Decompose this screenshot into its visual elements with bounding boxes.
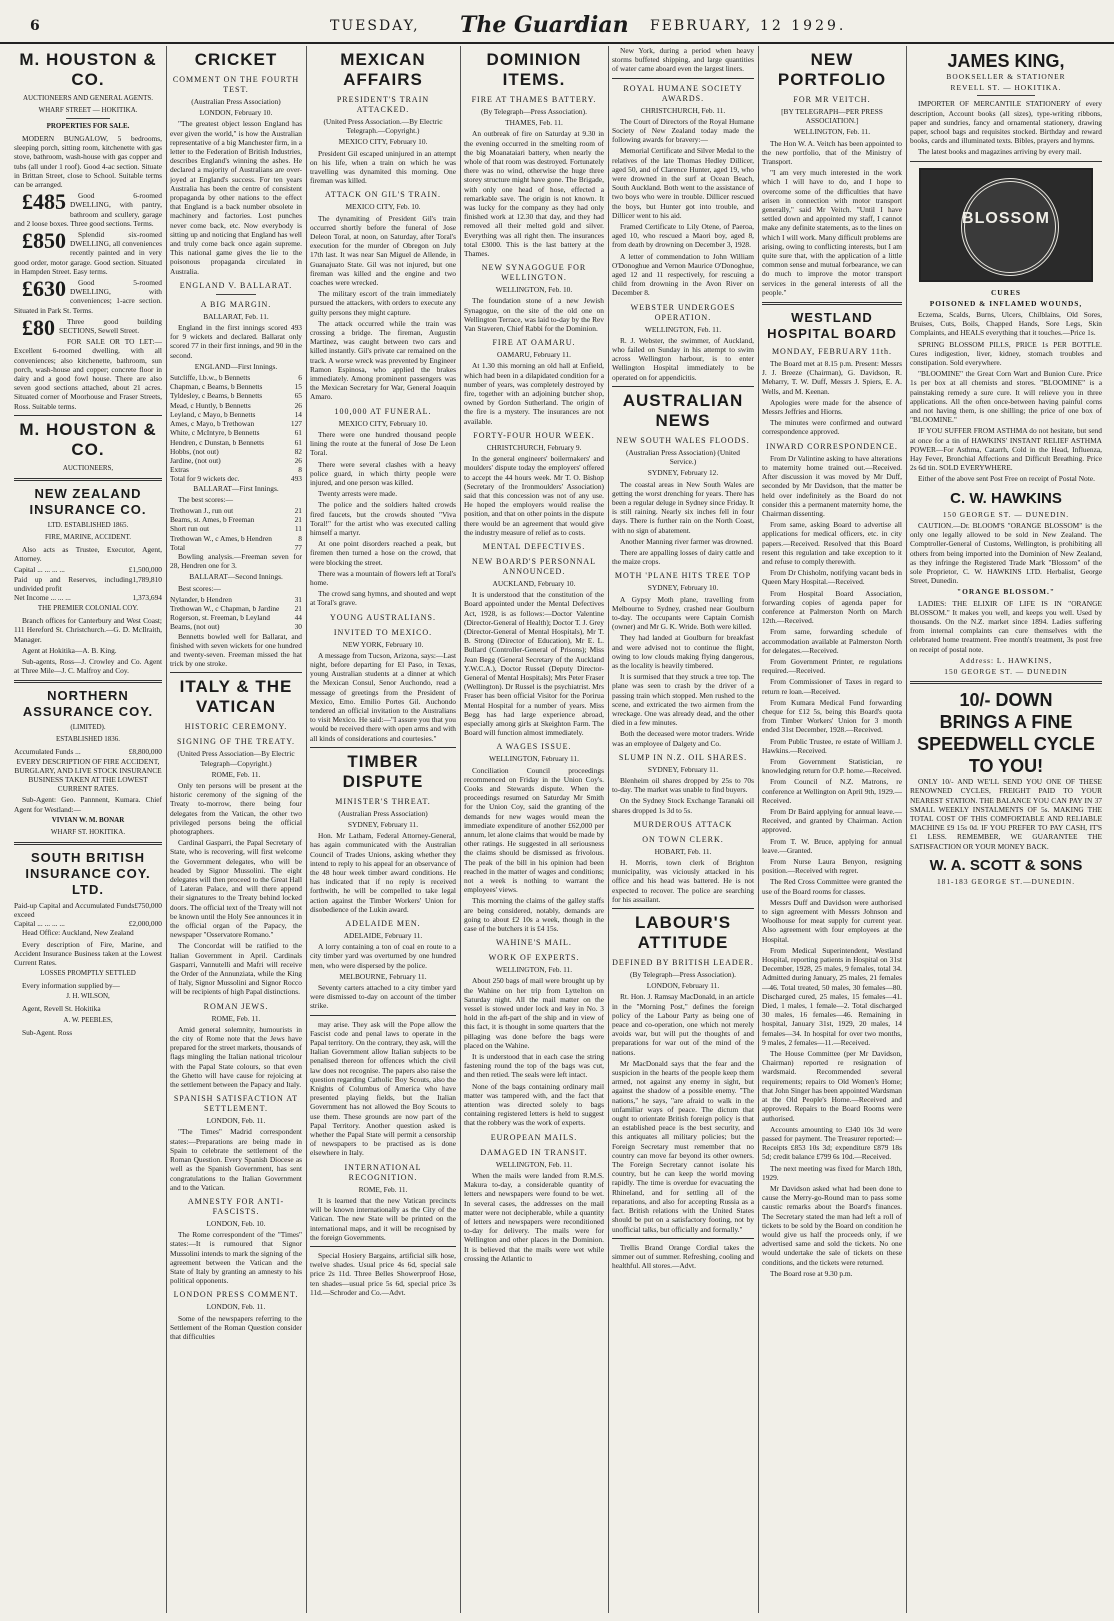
paragraph: A Gypsy Moth plane, travelling from Melbourne to Sydney, crashed near Goulburn to-day. The occupants were Captain Cornish (owner) and Mr G. K. Wride. Both were killed. <box>612 594 754 632</box>
address-label: Address: L. HAWKINS, <box>959 655 1053 665</box>
paragraph: Mr MacDonald says that the fear and the suspicion in the hearts of the people keep them armed, not against any enemy in sight, but against the shadow of a possible enemy. "The nations," he says, "are afraid to walk in the unfamiliar ways of peace. The dictum that ought to orientate British foreign policy is that an established peace is the best security, and this antiquates all military policies; but the Foreign Secretary must remember that no country can move far beyond its other owners. The Foreign Secretary cannot isolate his country, but he can keep the world moving rapidly. The time is overdue for evacuating the Rhineland, and for settling all of the reparations, and also for accepting Russia as a fact. British relations with the United States should be put on a satisfactory footing, not by unofficial talks, but officially and formally." <box>612 1058 754 1234</box>
dateline: MEXICO CITY, February 10. <box>338 418 428 428</box>
sbi-losses: LOSSES PROMPTLY SETTLED <box>40 969 136 978</box>
paragraph: SPRING BLOSSOM PILLS, PRICE 1s PER BOTTLE. Cures indigestion, liver, kidney, stomach troubles and constipation. Sold everywhere. <box>910 339 1102 368</box>
cycle-ad-line1: 10/- DOWN <box>959 690 1053 711</box>
dateline: MEXICO CITY, February 10. <box>338 137 428 147</box>
hawkins-name: C. W. HAWKINS <box>950 489 1062 507</box>
ballarat-second-scorecard <box>170 595 302 632</box>
portfolio-headline: NEW PORTFOLIO <box>777 50 887 89</box>
paragraph: Conciliation Council proceedings recommenced on Friday in the Union Coy's. Cooks and Stewards dispute. When the proceedings resumed on Saturday Mr Smith for the Union Coy, said the granting of the demands for new wages would mean the immediate expenditure of another £62,000 per annum, let alone claims that would be made by other ratings. He suggested in all seriousness the claims should be dismissed as frivolous. The peak of the bill in his opinion had been reached in the matter of wages and conditions; not a week is nothing to warrant the employees' views. <box>464 765 604 895</box>
subheading: HISTORIC CEREMONY. <box>184 722 288 732</box>
dateline: HOBART, Feb. 11. <box>654 846 712 856</box>
paragraph: IF YOU SUFFER FROM ASTHMA do not hesitate, but send at once for a tin of HAWKINS' INSTANT RELIEF ASTHMA POWER—For Asthma, Catarrh, Cold in the Head, Influenza, Hay Fever, Bronchial Affections and Difficult Breathing. Price 2s 6d tin. SOLD EVERYWHERE. <box>910 426 1102 473</box>
dateline: AUCKLAND, February 10. <box>492 578 576 588</box>
paragraph: The dynamiting of President Gil's train occurred shortly before the funeral of Jose Deleon Toral, at noon, on Saturday, after Toral's execution for the murder of Obregon on July 17th last. It was near San Miguel de Allende, in Guanajuato State. Gil was not injured, but one fireman was killed and the engine and two coaches were wrecked. <box>310 213 456 288</box>
paragraph: A letter of commendation to John William O'Donoghue and Vernon Maurice O'Donoghue, aged 12 and 11 respectively, for rescuing a child from drowning in the Avon River on December 8. <box>612 251 754 298</box>
column-5 <box>612 46 754 1613</box>
score-row: Jardine, (not out) 26 <box>170 455 302 465</box>
dateline: LONDON, February 10. <box>199 108 273 118</box>
paragraph: The Board met at 8.15 p.m. Present: Messrs J. J. Breeze (Chairman), G. Davidson, R. Meharry, T. W. Duff, Messrs J. Spiers, E. A. Wells, and M. Keenan. <box>762 359 902 396</box>
subheading: WORK OF EXPERTS. <box>488 953 580 963</box>
paragraph: There was a mountain of flowers left at Toral's home. <box>310 568 456 587</box>
paragraph: About 250 bags of mail were brought up by the Wahine on her trip from Lyttelton on Saturday night. All the mail matter on the vessel is stowed under lock and key in No. 3 hold in the aft-part of the ship and in view of this fact, it is thought in some quarters that the pillaging was done before the bags were placed on the Wahine. <box>464 976 604 1050</box>
mexican-headline: MEXICAN AFFAIRS <box>340 50 426 89</box>
insurance-text: Also acts as Trustee, Executor, Agent, Attorney. <box>14 544 162 564</box>
sbi-agent: Agent, Revell St. Hokitika <box>22 1004 101 1014</box>
paragraph: New York, during a period when heavy storms buffeted shipping, and large quantities of water came aboard even the largest liners. <box>612 46 754 74</box>
subheading: ADELAIDE MEN. <box>345 919 421 929</box>
sbi-info: Every information supplied by— <box>22 981 120 991</box>
subheading: MOTH 'PLANE HITS TREE TOP <box>614 571 752 581</box>
column-1 <box>14 46 162 1613</box>
paragraph: From Public Trustee, re estate of William J. Hawkins.—Received. <box>762 736 902 755</box>
dateline: MELBOURNE, February 11. <box>339 971 427 981</box>
paragraph: When the mails were landed from R.M.S. Makura to-day, a considerable quantity of letters and newspapers were found to be wet. In several cases, the addresses on the mail matter were not decipherable, while a quantity of letters and newspapers were reconditioned to-day for delivery. The mails were for Wellington and other places in the Dominion. It is believed that the mails were wet while crossing the Atlantic to <box>464 1170 604 1263</box>
subheading: EUROPEAN MAILS. <box>490 1132 578 1142</box>
column-4 <box>464 46 604 1613</box>
cycle-ad-line4: TO YOU! <box>968 756 1044 777</box>
paragraph: A message from Tucson, Arizona, says:—Last night, before departing for El Paso, in Texas, young Australian students at a dinner at which the Mexican Consul, Senor Auchondo, read a message of greetings from the President of Mexico, Emo. Emilio Portes Gil. Auchondo tendered an official invitation to the Australians to visit Mexico. He said:—"I assure you that you would be received there with open arms and with all kinds of considerations and courtesies." <box>310 650 456 743</box>
property-listing: MODERN BUNGALOW, 5 bedrooms, sleeping porch, sitting room, kitchenette with gas stove, bathroom, wash-house with gas copper and tubs (all under 1 roof). Good 4-ac section. Situate in Brittan Street, close to School. Suitable terms can be arranged. <box>14 134 162 190</box>
income-row: Net Income ... ... ... 1,373,694 <box>14 592 162 602</box>
paragraph: It is understood that the constitution of the Board appointed under the Mental Defectives Act, 1928, is as follows:—Doctor Valentine (Director-General of Health); Doctor T. J. Grey (Director-General of Mental Hospitals), Mr T. B. Strong (Director of Education), Mr E. L. Bullard (Controller-General of Prisons); Miss Jean Begg (General Secretary of the Auckland Y.W.C.A.), Doctor Russel (Deputy Director-General of Mental Hospitals); Mrs Peter Fraser (Wellington). Dr Russel is the psychiatrist. Mrs Fraser has been official Visitor for the Porirua Mental Hospital for a number of years. Miss Begg has had large experience abroad, especially among girls at Skeighton Farm. The Board will function almost immediately. <box>464 590 604 738</box>
subheading: MONDAY, FEBRUARY 11th. <box>771 347 893 357</box>
score-row: Beams, st. Ames, b Freeman 21 <box>170 515 302 525</box>
paragraph: This morning the claims of the galley staffs are being considered, notably, demands are going to about £2 10s a week, though in the case of the butchers it is £4 15s. <box>464 896 604 934</box>
sbi-funds-row: Paid-up Capital and Accumulated Funds exceed £750,000 <box>14 900 162 919</box>
firm-title: M. HOUSTON & CO. <box>19 419 157 459</box>
score-row: Trethowan J., run out 21 <box>170 505 302 515</box>
paragraph: The attack occurred while the train was crossing a bridge. The fireman, Augustin Martinez, was caught between two cars and killed instantly. Gil's private car remained on the track. A worse wreck was prevented by Engineer Ramon Espinosa, who applied the brakes immediately. Among prominent passengers was the Mexican Secretary for War, General Joaquin Amaro. <box>310 318 456 402</box>
insurance-title: NEW ZEALAND INSURANCE CO. <box>29 485 147 517</box>
paragraph: may arise. They ask will the Pope allow the Fascist code and penal laws to operate in the Papal territory. On the contrary, they ask, will the Italian Government allow Italian subjects to be penalised thereon for offences which the civil law does not recognise. The papers also raise the question regarding Catholic Boy Scouts, also the Knights of Columbus of America who have presented playing fields, but the Italian Government has not allowed the Boy Scouts to use them. These grounds are now part of the Papal Territory. Another question asked is whether the Papal State will permit a censorship of newspapers to be practised as is done elsewhere in Italy. <box>310 1019 456 1158</box>
property-listing: Good 6-roomed DWELLING, with pantry, bathroom and scullery, garage and 2 loose boxes. Three good sections. Terms. <box>14 191 162 228</box>
paragraph: Seventy carters attached to a city timber yard were dismissed to-day on account of the timber strike. <box>310 983 456 1011</box>
paragraph: The next meeting was fixed for March 18th, 1929. <box>762 1163 902 1182</box>
poison-label: POISONED & INFLAMED WOUNDS, <box>929 298 1083 308</box>
subheading: MENTAL DEFECTIVES. <box>482 541 586 551</box>
score-row: Nylander, b Hendren 31 <box>170 594 302 604</box>
paragraph: Some of the newspapers referring to the Settlement of the Roman Question consider that difficulties <box>170 1313 302 1341</box>
paragraph: The House Committee (per Mr Davidson, Chairman) reported re resignation of wardsmaid. Recommended several requirements; repairs to Old Women's Home; that John Singer has been appointed Wardsman at the Old People's Home.—Received and approved. Repairs to the Board Rooms were authorised. <box>762 1049 902 1123</box>
score-row: Extras 8 <box>170 465 302 475</box>
paragraph: From Hospital Board Association, forwarding copies of agenda paper for conference at Palmerston North on March 12th.—Received. <box>762 588 902 626</box>
capital-row: Capital ... ... ... ... £1,500,000 <box>14 565 162 575</box>
dateline: MEXICO CITY, Feb. 10. <box>345 202 421 212</box>
subheading: FIRE AT THAMES BATTERY. <box>471 95 597 104</box>
paragraph: At one point disorders reached a peak, but firemen then turned a hose on the crowd, that were blocking the street. <box>310 539 456 567</box>
dateline: ROME, Feb. 11. <box>211 1013 261 1023</box>
dateline: LONDON, Feb. 11. <box>206 1302 266 1312</box>
dateline: SYDNEY, February 11. <box>347 819 419 829</box>
sbi-office: Head Office: Auckland, New Zealand <box>22 928 134 938</box>
paragraph: The police and the soldiers halted crowds fired faucets, but the crowds shouted "Viva Toral!" for the artist who was executed calling himself a martyr. <box>310 500 456 537</box>
south-british-title: SOUTH BRITISH INSURANCE COY. LTD. <box>25 849 151 897</box>
paragraph: Hon. Mr Latham, Federal Attorney-General, has again communicated with the Australian Council of Trades Unions, asking whether they intend to reply to his appeal for an observance of the 48 hour week timber award conditions. He has indicated that if no reply is received forthwith, he will be compelled to take legal action against the Timber Workers' Union for disobedience of the Lukin award. <box>310 831 456 914</box>
subheading: SLUMP IN N.Z. OIL SHARES. <box>618 752 748 762</box>
northern-text: EVERY DESCRIPTION OF FIRE ACCIDENT, BURGLARY, AND LIVE STOCK INSURANCE BUSINESS TAKEN AT THE LOWEST CURRENT RATES. <box>14 756 162 794</box>
paragraph: From Dr Baird applying for annual leave.—Received, and granted by Chairman. Action approved. <box>762 807 902 835</box>
paragraph: Either of the above sent Post Free on receipt of Postal Note. <box>918 474 1095 484</box>
subheading: ROMAN JEWS. <box>203 1001 269 1011</box>
paragraph: At 1.30 this morning an old hall at Enfield, which had been in a dilapidated condition for a number of years, was completely destroyed by fire, together with an adjoining butcher shop, owned by Gordon Sutherland. The origin of the fire is a mystery. The insurances are not available. <box>464 361 604 426</box>
james-king-title: JAMES KING, <box>947 51 1065 71</box>
score-row: Beams, (not out) 30 <box>170 622 302 632</box>
dateline: ROME, Feb. 11. <box>358 1184 408 1194</box>
subheading: A BIG MARGIN. <box>200 299 272 309</box>
cures-label: CURES <box>990 287 1022 297</box>
paragraph: Twenty arrests were made. <box>318 489 398 499</box>
column-3 <box>310 46 456 1613</box>
james-king-sub: BOOKSELLER & STATIONER <box>946 72 1066 81</box>
subheading: PRESIDENT'S TRAIN ATTACKED. <box>336 95 430 114</box>
paragraph: Amid general solemnity, humourists in the city of Rome note that the Jews have prepared for the street markets, thousands of flags mingling the Italian national tricolour with the Papal State colours, so that even the Ghetto will have cause for rejoicing at the settlement between the Papacy and Italy. <box>170 1024 302 1090</box>
blossom-seal-image <box>919 168 1093 282</box>
score-row: White, c McIntyre, b Bennetts 61 <box>170 428 302 438</box>
price: £485 <box>22 189 66 215</box>
scott-sons-address: 181-183 GEORGE ST.—DUNEDIN. <box>936 876 1076 886</box>
score-row: Mead, c Huntly, b Bennetts 26 <box>170 400 302 410</box>
paragraph: President Gil escaped uninjured in an attempt on his life, when a train on which he was travelling was dynamited this morning. One fireman was killed. <box>310 148 456 186</box>
paragraph: Framed Certificate to Lily Otene, of Paeroa, aged 10, who rescued a Maori boy, aged 8, from death by drowning on December 3, 1928. <box>612 222 754 250</box>
reserves-row: Paid up and Reserves, including undivided profit 1,789,810 <box>14 574 162 593</box>
subheading: NEW BOARD'S PERSONNAL ANNOUNCED. <box>471 556 597 576</box>
agent-name: VIVIAN W. M. BONAR <box>51 815 125 824</box>
paragraph: The Board rose at 9.30 p.m. <box>770 1268 853 1278</box>
funds-row: Accumulated Funds ... £8,800,000 <box>14 747 162 757</box>
seal-ring-icon <box>961 178 1059 276</box>
dateline: WELLINGTON, Feb. 11. <box>495 965 573 975</box>
subheading: AMNESTY FOR ANTI-FASCISTS. <box>187 1196 285 1216</box>
paragraph: Only ten persons will be present at the historic ceremony of the signing of the Treaty to-morrow, there being four delegates from the Vatican, the other two privileged persons being the official photographers. <box>170 780 302 836</box>
masthead-day: TUESDAY, <box>330 18 420 34</box>
column-rule <box>306 46 307 1613</box>
dateline: BALLARAT, Feb. 11. <box>203 311 269 321</box>
firm-title: M. HOUSTON & CO. <box>19 50 157 89</box>
column-2 <box>170 46 302 1613</box>
paragraph: "I am very much interested in the work which I will have to do, and I hope to overcome some of the difficulties that have arisen in connection with motor transport generally," said Mr Veitch. "Until I have settled down and appointed my staff, I cannot make any definite statements, as to the lines on which I will work. Many difficult problems are arising, owing to conflicting interests, but I am quite sure that, with the application of a little common sense and mutual forbearance, we can do much to improve the motor transport services in the general interests of all the people." <box>762 168 902 297</box>
paragraph: CAUTION.—Dr. BLOOM'S "ORANGE BLOSSOM" is the only one legally allowed to be sold in New Zealand. The Comptroller-General of Customs, Wellington, is prohibiting all others from being imported into the Dominion of New Zealand, as they infringe the Registered Trade Mark "Blossom" of the sole Proprietor, C. W. HAWKINS LTD. Herbalist, George Street, Dunedin. <box>910 520 1102 586</box>
dominion-headline: DOMINION ITEMS. <box>486 50 582 89</box>
column-rule <box>460 46 461 1613</box>
subheading: INVITED TO MEXICO. <box>333 627 433 637</box>
paragraph: They had landed at Goulburn for breakfast and were advised not to continue the flight, owing to low clouds making flying dangerous, as the locality is heavily timbered. <box>612 633 754 670</box>
newspaper-title: The Guardian <box>460 12 629 38</box>
subheading: A WAGES ISSUE. <box>496 742 572 752</box>
paragraph: The Hon W. A. Veitch has been appointed to the new portfolio, that of the Ministry of Transport. <box>762 138 902 167</box>
subheading: DAMAGED IN TRANSIT. <box>480 1147 588 1157</box>
paragraph: ONLY 10/- AND WE'LL SEND YOU ONE OF THESE RENOWNED CYCLES, FREIGHT PAID TO YOUR NEAREST STATION. THE BALANCE YOU CAN PAY IN 37 SMALL WEEKLY INSTALMENTS OF 5s. MAKING THE TOTAL COST OF THIS COMFORTABLE AND RELIABLE MACHINE £9 15s 0d. IF YOU PREFER TO PAY CASH, IT'S £1 LESS. REMEMBER, WE GUARANTEE THE SATISFACTION OR YOUR MONEY BACK. <box>910 777 1102 851</box>
insurance-agent: Agent at Hokitika—A. B. King. <box>22 645 117 655</box>
subheading: NEW SOUTH WALES FLOODS. <box>616 435 750 445</box>
source-line: (By Telegraph—Press Association). <box>481 107 587 116</box>
england-scorecard <box>170 373 302 474</box>
subheading: COMMENT ON THE FOURTH TEST. <box>172 75 300 94</box>
column-rule <box>758 46 759 1613</box>
dateline: SYDNEY, February 10. <box>647 583 719 593</box>
subheading: SPANISH SATISFACTION AT SETTLEMENT. <box>173 1094 299 1114</box>
dateline: WELLINGTON, Feb. 11. <box>793 127 871 137</box>
paragraph: The Rome correspondent of the "Times" states:—It is rumoured that Signor Mussolini intends to mark the signing of the agreement between the Vatican and the State of Italy by granting an amnesty to his political opponents. <box>170 1230 302 1286</box>
column-7 <box>910 46 1102 1613</box>
seal-text: BLOSSOM <box>962 209 1050 227</box>
australian-news-headline: AUSTRALIAN NEWS <box>622 390 744 430</box>
dateline: OAMARU, February 11. <box>496 350 572 360</box>
advert-text: Special Hosiery Bargains, artificial silk hose, twelve shades. Usual price 4s 6d, special sale price 2s 11d. Three Belles Showerproof Hose, ten shades—usual price 5s 6d, special price 3s 11d.—Schroder and Co.—Advt. <box>310 1250 456 1297</box>
paragraph: The Red Cross Committee were granted the use of the Board rooms for classes. <box>762 877 902 896</box>
dateline: LONDON, February 11. <box>646 981 720 991</box>
score-row: Sutcliffe, l.b.w., b Bennetts 6 <box>170 373 302 383</box>
subheading: FIRE AT OAMARU. <box>492 338 576 348</box>
dateline: CHRISTCHURCH, February 9. <box>486 442 582 452</box>
labour-headline: LABOUR'S ATTITUDE <box>634 913 732 953</box>
paragraph: Rt. Hon. J. Ramsay MacDonald, in an article in the "Morning Post," defines the foreign policy of the Labour Party as being one of peace and co-operation, one which not merely avoids war, but will put the thoughts of and preparations for war out of the mind of the nations. <box>612 992 754 1057</box>
masthead-date: 12 1929. <box>760 18 847 34</box>
cricket-headline: CRICKET <box>194 50 278 69</box>
subheading: ATTACK ON GIL'S TRAIN. <box>325 190 441 200</box>
price: £80 <box>22 314 55 340</box>
paragraph: From Kumara Medical Fund forwarding cheque for £12 5s, being this Board's quota from Timber Workers' Union for 3 month ended 31st December, 1928.—Received. <box>762 697 902 735</box>
paragraph: R. J. Webster, the swimmer, of Auckland, who failed on Sunday in his attempt to swim across Wellington harbour, is to enter Wellington Hospital immediately to be operated on for appendicitis. <box>612 335 754 382</box>
advert-text: Trellis Brand Orange Cordial takes the simmer out of summer. Refreshing, cooling and healthful. All stores.—Advt. <box>612 1242 754 1271</box>
subheading: ON TOWN CLERK. <box>642 834 724 844</box>
dateline: WELLINGTON, Feb. 10. <box>495 285 573 295</box>
scorecard-total: Total for 9 wickets dec. 493 <box>170 474 302 484</box>
cycle-ad-line3: SPEEDWELL CYCLE <box>917 734 1095 755</box>
subheading: WAHINE'S MAIL. <box>496 938 572 948</box>
insurance-subagent: Sub-agents, Ross—J. Crowley and Co. Agent at Three Mile—J. C. Malfroy and Coy. <box>14 656 162 676</box>
paragraph: IMPORTER OF MERCANTILE STATIONERY of every description, Account books (all sizes), type-writing ribbons, paper and sundries, fancy and ornamental stationery, drawing paper, school bags and requisites stocked. Birthday and reward books, cards and illuminated texts. Bibles, prayers and hymns. <box>910 99 1102 146</box>
score-row: Trethowan W., c Ames, b Hendren 8 <box>170 533 302 543</box>
subheading: 100,000 AT FUNERAL. <box>334 406 432 416</box>
score-row: Trethowan W., c Chapman, b Jardine 21 <box>170 603 302 613</box>
paragraph: The military escort of the train immediately pursued the attackers, with orders to execute any guilty persons they might capture. <box>310 289 456 317</box>
dateline: SYDNEY, February 11. <box>647 764 719 774</box>
property-listing: Splendid six-roomed DWELLING, all conveniences recently painted and in very good order, motor garage. Good section. Situated in Hampden Street. Easy terms. <box>14 230 162 276</box>
score-row: Hobbs, (not out) 82 <box>170 446 302 456</box>
score-row: Short run out 11 <box>170 524 302 534</box>
dateline: LONDON, Feb. 10. <box>206 1218 266 1228</box>
subheading: ENGLAND V. BALLARAT. <box>179 280 293 290</box>
score-row: Hendren, c Dunstan, b Bennetts 61 <box>170 437 302 447</box>
ballarat-scorecard <box>170 506 302 543</box>
sbi-capital-row: Capital ... ... ... ... £2,000,000 <box>14 919 162 929</box>
paragraph: "The greatest object lesson England has ever given the world," is how the Australian representative of a big Manchester firm, in a letter to the Federation of British Industries, describes England's winning the ashes. He declared a majority of Australians are over-joyed at England's success. For ten years Australia has been the centre of consistent propaganda by other nations to the effect that England is a back number obsolete in machinery and factories. Lost punches never come back, etc. Now everybody is sitting up and noticing that England has well and truly come back once again supreme. This national game gives the lie to the poisonous propaganda circulated in Australia. <box>170 119 302 276</box>
northern-agent: Sub-Agent: Geo. Pannnent, Kumara. Chief Agent for Westland:— <box>14 795 162 814</box>
paragraph: Bowling analysis.—Freeman seven for 28, Hendren one for 3. <box>170 551 302 571</box>
paragraph: England in the first innings scored 493 for 9 wickets and declared. Ballarat only scored 77 in their first innings, and 90 in the second. <box>170 323 302 360</box>
paragraph: An outbreak of fire on Saturday at 9.30 in the evening occurred in the smelting room of the big Moanataiari battery, when nearly the whole of that room was destroyed. Fortunately there was no wind, otherwise the huge three storey structure might have gone. The Brigade, with only one head of hose, effected a remarkable save. The origin is not known. It was lucky for the company as they had only finished work at 12.30 that day, and they had removed all their melted gold and silver. Everything was all right then. The insurances total £3000. This is the last battery at the Thames. <box>464 129 604 259</box>
source-line: (Australian Press Association) <box>191 97 281 106</box>
paragraph: The minutes were confirmed and outward correspondence approved. <box>762 418 902 437</box>
agent-address: WHARF ST. HOKITIKA. <box>50 827 126 836</box>
insurance-branch: Branch offices for Canterbury and West Coast; 111 Hereford St. Christchurch.—G. D. McIlraith, Manager. <box>14 616 162 644</box>
dateline: CHRISTCHURCH, Feb. 11. <box>640 105 726 115</box>
scorecard-total: Total 77 <box>170 542 302 552</box>
paragraph: It is surmised that they struck a tree top. The plane was seen to crash by the driver of a passing train which stopped. Men rushed to the scene, and extricated the two airmen from the wreckage. One was already dead, and the other died in a few minutes. <box>612 672 754 728</box>
firm-subtitle: AUCTIONEERS, <box>62 463 114 472</box>
sbi-name: J. H. WILSON, <box>66 992 110 1001</box>
paragraph: On the Sydney Stock Exchange Taranaki oil shares dropped 1s 3d to 5s. <box>612 796 754 815</box>
dateline: WELLINGTON, Feb. 11. <box>495 1159 573 1169</box>
paragraph: The foundation stone of a new Jewish Synagogue, on the site of the old one on Wellington Terrace, was laid to-day by the Rev Van Staveren, Chief Rabbi for the Dominion. <box>464 296 604 334</box>
paragraph: There were several clashes with a heavy police guard, in which thirty people were injured, and one person was killed. <box>310 459 456 487</box>
subheading: ROYAL HUMANE SOCIETY AWARDS. <box>623 83 743 103</box>
paragraph: "The Times" Madrid correspondent states:—Preparations are being made in Spain to celebrate the settlement of the Roman Question. Every Spanish Diocese as well as the Spanish Government, has sent congratulations to the Italian Government and to the Vatican. <box>170 1127 302 1192</box>
paragraph: Eczema, Scalds, Burns, Ulcers, Chilblains, Old Sores, Bruises, Cuts, Boils, Chapped Hands, Sore Legs, Skin Complaints, and HEALS everything that it touches.—Price 1s. <box>910 310 1102 338</box>
source-line: [BY TELEGRAPH—PER PRESS ASSOCIATION.] <box>781 107 883 126</box>
dateline: WELLINGTON, Feb. 11. <box>644 324 722 334</box>
subheading: FOR MR VEITCH. <box>793 95 871 104</box>
source-line: (Australian Press Association) (United Service.) <box>626 447 740 467</box>
sbi-subagent: Sub-Agent. Ross <box>22 1027 73 1037</box>
paragraph: Blenheim oil shares dropped by 25s to 70s to-day. The market was unable to find buyers. <box>612 775 754 795</box>
score-row: Chapman, c Beams, b Bennetts 15 <box>170 382 302 392</box>
dateline: ADELAIDE, February 11. <box>343 931 423 941</box>
source-line: (Australian Press Association) <box>338 808 428 818</box>
paragraph: From Dr Chisholm, notifying vacant beds in Queen Mary Hospital.—Received. <box>762 568 902 587</box>
paragraph: From Dr Valintine asking to have alterations to maternity home trained out.—Received. After discussion it was moved by Mr Duff, seconded by Mr Davidson, that the matter be held over indefinitely as the Board do not consider this a permanent maternity home, the Chairman dissenting. <box>762 453 902 518</box>
hawkins-address: 150 GEORGE ST. — DUNEDIN. <box>942 509 1070 519</box>
james-king-address: REVELL ST. — HOKITIKA. <box>950 83 1062 93</box>
scorecard-heading: BALLARAT—Second Innings. <box>189 572 283 582</box>
sbi-text: Every description of Fire, Marine, and Accident Insurance Business taken at the Lowest Current Rates. <box>14 939 162 967</box>
paragraph: From Commissioner of Taxes in regard to return re loan.—Received. <box>762 677 902 696</box>
paragraph: Bennetts bowled well for Ballarat, and finished with seven wickets for one hundred and twenty-seven. Freeman missed the hat trick by one stroke. <box>170 631 302 669</box>
properties-heading: PROPERTIES FOR SALE. <box>46 122 130 130</box>
price: £630 <box>22 276 66 302</box>
score-row: Leyland, c Mayo, b Bennetts 14 <box>170 409 302 419</box>
property-listing: Three good building SECTIONS, Sewell Street. <box>59 316 162 336</box>
dateline: SYDNEY, February 12. <box>647 468 719 478</box>
paragraph: Another Manning river farmer was drowned. <box>620 536 753 546</box>
paragraph: Both the deceased were motor traders. Wride was an employee of Dalgety and Co. <box>612 729 754 748</box>
address-line: 150 GEORGE ST. — DUNEDIN <box>944 666 1068 676</box>
subheading: LONDON PRESS COMMENT. <box>173 1290 299 1300</box>
subheading: FORTY-FOUR HOUR WEEK. <box>473 430 595 440</box>
firm-subtitle: AUCTIONEERS AND GENERAL AGENTS. <box>22 94 154 102</box>
score-row: Tyldesley, c Beams, b Bennetts 65 <box>170 391 302 401</box>
subheading: YOUNG AUSTRALIANS. <box>329 612 436 622</box>
paragraph: Messrs Duff and Davidson were authorised to sign agreement with Messrs Johnson and Woolhouse for meat supply for current year. Also agreement with four employees at the Hospital. <box>762 897 902 944</box>
northern-title: NORTHERN ASSURANCE COY. <box>22 688 154 720</box>
firm-address: WHARF STREET — HOKITIKA. <box>38 106 138 114</box>
insurance-tagline: THE PREMIER COLONIAL COY. <box>37 604 139 613</box>
subheading: MINISTER'S THREAT. <box>335 796 431 806</box>
source-line: (United Press Association—By Electric Telegraph—Copyright.) <box>177 749 295 768</box>
paragraph: There were one hundred thousand people lining the route at the funeral of Jose De Leon Toral. <box>310 429 456 458</box>
paragraph: From Council of N.Z. Matrons, re conference at Wellington on April 9th, 1929.—Received. <box>762 777 902 805</box>
dateline: LONDON, Feb. 11. <box>206 1116 266 1126</box>
paragraph: It is learned that the new Vatican precincts will be known internationally as the City of the Vatican. The new State will be printed on the international maps, and it will be recognised by the foreign Governments. <box>310 1195 456 1242</box>
paragraph: From Nurse Laura Benyon, resigning position.—Received with regret. <box>762 857 902 876</box>
subheading: NEW SYNAGOGUE FOR WELLINGTON. <box>481 263 587 283</box>
column-6 <box>762 46 902 1613</box>
cycle-ad-line2: BRINGS A FINE <box>939 712 1073 733</box>
property-listing: FOR SALE OR TO LET:—Excellent 6-roomed dwelling, with all conveniences; also kitchenette, bathroom, sun porch, wash-house and copper; concrete floor in dairy and a good fowl house. There are also seven good sections attached, about 21 acres. Situated corner of Moorhouse and Fraser Streets, Ross. Suitable terms. <box>14 337 162 411</box>
scorecard-heading: ENGLAND—First Innings. <box>194 361 278 371</box>
dateline: WELLINGTON, February 11. <box>489 754 579 764</box>
page-number: 6 <box>30 18 40 34</box>
paragraph: Best scores:— <box>178 583 221 593</box>
paragraph: A lorry containing a ton of coal en route to a city timber yard was overturned by one hundred men, who were dispersed by the police. <box>310 942 456 970</box>
northern-established: ESTABLISHED 1836. <box>56 735 120 744</box>
insurance-established: LTD. ESTABLISHED 1865. <box>47 520 129 529</box>
subheading: MURDEROUS ATTACK <box>633 819 733 829</box>
paragraph: "BLOOMINE" the Great Corn Wart and Bunion Cure. Price 1s per box at all chemists and stores. "BLOOMINE" is a painstaking remedy a sure cure. It will relieve you in three applications. All the often once-between having painful corns and not having them, is one shilling; the price of one box of "BLOOMINE." <box>910 369 1102 425</box>
paragraph: From same, asking Board to advertise all applications for medical officers, etc. in city papers.—Received. Resolved that this Board resent this regulation and take exception to it and refuse to comply therewith. <box>762 520 902 566</box>
masthead-month: FEBRUARY, <box>650 18 753 34</box>
paragraph: None of the bags containing ordinary mail matter was tampered with, and the fact that attention was directed solely to bags containing registered letters is held to suggest that the robbery was the work of experts. <box>464 1081 604 1128</box>
paragraph: The latest books and magazines arriving by every mail. <box>918 147 1082 157</box>
subheading: WEBSTER UNDERGOES OPERATION. <box>630 302 736 322</box>
subheading: INTERNATIONAL RECOGNITION. <box>344 1162 422 1182</box>
paragraph: Mr Davidson asked what had been done to cause the Merry-go-Round man to pass some caustic remarks about the Board's finances. The Secretary stated the man had left a roll of tickets to be sold by the Board on condition he would give us half the proceeds only, if we advertised same and sold the tickets. No one would undertake the sale of tickets on these conditions, and the tickets were returned. <box>762 1183 902 1267</box>
timber-headline: TIMBER DISPUTE <box>342 751 424 791</box>
column-rule <box>608 46 609 1613</box>
hospital-board-headline: WESTLAND HOSPITAL BOARD <box>767 310 897 342</box>
paragraph: From Government Printer, re regulations required.—Received. <box>762 656 902 676</box>
paragraph: Apologies were made for the absence of Messrs Jeffries and Hiorns. <box>762 397 902 417</box>
scott-sons-title: W. A. SCOTT & SONS <box>929 856 1083 874</box>
source-line: (By Telegraph—Press Association). <box>630 970 736 980</box>
masthead <box>0 0 1114 44</box>
northern-sub: (LIMITED). <box>70 723 106 732</box>
subheading: INWARD CORRESPONDENCE. <box>766 441 898 451</box>
paragraph: The crowd sang hymns, and shouted and wept at Toral's grave. <box>310 589 456 608</box>
dateline: ROME, Feb. 11. <box>211 769 261 779</box>
dateline: THAMES, Feb. 11. <box>505 118 563 128</box>
paragraph: The coastal areas in New South Wales are getting the worst drenching for years. There has been a regular deluge in Sydney since Friday. It is still raining. Nearly six inches fell in four days. There is further rain on the North Coast, with no sign of abatement. <box>612 479 754 535</box>
paragraph: LADIES: THE ELIXIR OF LIFE IS IN "ORANGE BLOSSOM." It makes you well, and keeps you well. Used by thousands. On the N.Z. market since 1894. Ladies suffering from internal complaints can cure themselves with the celebrated home treatment. Free month's treatment, 3s post free on receipt of postal note. <box>910 598 1102 654</box>
italy-headline: ITALY & THE VATICAN <box>179 677 293 717</box>
orange-blossom-label: "ORANGE BLOSSOM." <box>957 587 1055 597</box>
paragraph: The best scores:— <box>178 494 234 504</box>
sbi-subagent-name: A. W. PEEBLES, <box>63 1015 113 1024</box>
column-rule <box>906 46 907 1613</box>
paragraph: Cardinal Gasparri, the Papal Secretary of State, who is recovering, will first welcome the Government delegates, who will be headed by Signor Mussolini. The eight delegates will then proceed to the Great Hall of Lateran Palace, and will there append their signatures to the Treaty behind locked doors. The official text of the Treaty will not be known until the Holy See announces it in the official organ of the Papacy, the newspaper "Osservatore Romano." <box>170 838 302 940</box>
scorecard-heading: BALLARAT—First Innings. <box>193 483 279 493</box>
dateline: NEW YORK, February 10. <box>342 639 424 649</box>
paragraph: From same, forwarding schedule of accommodation available at Palmerston North for delegates.—Received. <box>762 627 902 655</box>
paragraph: From Medical Superintendent, Westland Hospital, reporting patients in Hospital on 31st December, 1928, 25 males, 9 females, total 34. Admitted during January, 25 males, 21 females—46. Total treated, 50 males, 30 females—80. Discharged cured, 25 males, 15 females—41. Died, 1 males, 1 female—2. Total discharged 30 males, 16 females—46. Remaining in hospital, January 31st, 1929, 20 males, 14 females—34. In hospital for over two months, 9 males, 2 females—11.—Received. <box>762 945 902 1047</box>
paragraph: Memorial Certificate and Silver Medal to the relatives of the late Thomas Hedley Dillicer, aged 50, and of Clarence Hunter, aged 19, who were drowned in the surf at Ocean Beach, South Auckland. Both went to the assistance of two boys who were in trouble. Dillicer rescued the boys, but Hunter got into trouble, and Dillicer went to his aid. <box>612 146 754 220</box>
paragraph: From Government Statistician, re knowledging return for O.P. home.—Received. <box>762 756 902 776</box>
paragraph: The Concordat will be ratified to the Italian Government in April. Cardinals Gasparri, Vannutelli and Mafri will receive the Order of the Annunziata, while the King of Italy, Signor Mussolini and Signor Rocco will be recipients of high Papal distinctions. <box>170 941 302 997</box>
column-rule <box>166 46 167 1613</box>
score-row: Ames, c Mayo, b Trethowan 127 <box>170 419 302 429</box>
paragraph: Accounts amounting to £340 10s 3d were passed for payment. The Treasurer reported:—Receipts £853 10s 3d; expenditure £879 18s 5d; credit balance £799 6s 10d.—Received. <box>762 1124 902 1162</box>
paragraph: The Court of Directors of the Royal Humane Society of New Zealand today made the following awards for bravery:— <box>612 116 754 145</box>
source-line: (United Press Association.—By Electric Telegraph.—Copyright.) <box>323 117 443 136</box>
paragraph: In the general engineers' boilermakers' and moulders' dispute today the employers' offered to accept the 44 hours week. Mr T. O. Bishop (Secretary of the Ironmoulders' Association) said that this concession was not of any use. He hoped the employers would realise the position, and that on other points in the dispute there would be an agreement that would give the industry measure of relief as to costs. <box>464 454 604 537</box>
subheading: DEFINED BY BRITISH LEADER. <box>612 958 754 968</box>
paragraph: H. Morris, town clerk of Brighton municipality, was viciously attacked in his office and his head was battered. He is not expected to recover. The police are searching for his assailant. <box>612 858 754 904</box>
property-listing: Good 5-roomed DWELLING, with conveniences; 1-acre section. Situated in Park St. Terms. <box>14 278 162 315</box>
price: £850 <box>22 228 66 254</box>
paragraph: From T. W. Bruce, applying for annual leave.—Granted. <box>762 836 902 855</box>
score-row: Rogerson, st. Freeman, b Leyland 44 <box>170 613 302 623</box>
paragraph: There are appalling losses of dairy cattle and the maize crops. <box>612 547 754 567</box>
paragraph: It is understood that in each case the string fastening round the top of the bags was cut, and then retied. The seals were left intact. <box>464 1052 604 1080</box>
subheading: SIGNING OF THE TREATY. <box>176 737 295 747</box>
insurance-types: FIRE, MARINE, ACCIDENT. <box>44 532 131 541</box>
